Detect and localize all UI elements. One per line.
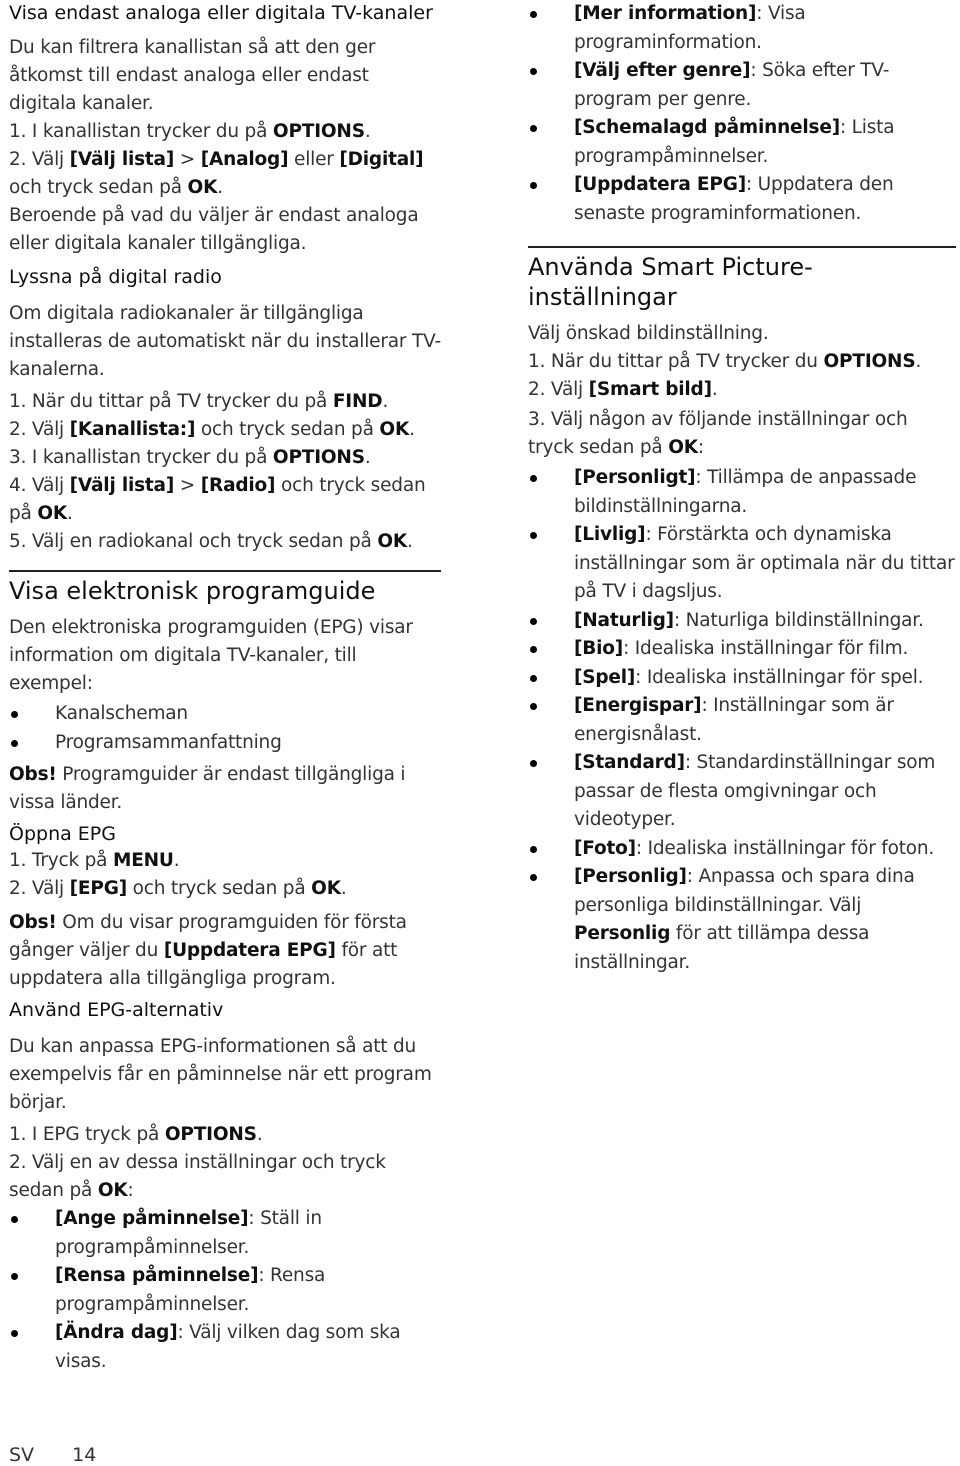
bullet-icon: [530, 618, 537, 625]
note-text: Obs! Om du visar programguiden för första gånger väljer du [Uppdatera EPG] för att uppdatera alla tillgängliga program.: [9, 912, 407, 989]
intro-text: Välj önskad bildinställning.: [528, 323, 769, 344]
note-text: Obs! Programguider är endast tillgängliga i vissa länder.: [9, 764, 406, 813]
intro-text: Du kan anpassa EPG-informationen så att du exempelvis får en påminnelse när ett program börjar.: [9, 1036, 432, 1113]
bullet-icon: [530, 125, 537, 132]
step: 2. Välj [EPG] och tryck sedan på OK.: [9, 878, 347, 899]
bullet-list: [9, 1205, 441, 1376]
step: 2. Välj [Kanallista:] och tryck sedan på OK.: [9, 419, 415, 440]
bullet-list: [528, 464, 956, 977]
step: 5. Välj en radiokanal och tryck sedan på OK.: [9, 531, 413, 552]
list-item: [Välj efter genre]: Söka efter TV-program per genre.: [528, 57, 956, 114]
bullet-icon: [530, 703, 537, 710]
list-item: [Bio]: Idealiska inställningar för film.: [528, 635, 956, 664]
intro-text: Du kan filtrera kanallistan så att den ger åtkomst till endast analoga eller endast digitala kanaler.: [9, 37, 376, 114]
bullet-icon: [11, 740, 18, 747]
section-title: Använda Smart Picture-inställningar: [528, 253, 813, 311]
list-item: [Ange påminnelse]: Ställ in programpåminnelser.: [9, 1205, 441, 1262]
list-item: [Personlig]: Anpassa och spara dina personliga bildinställningar. Välj Personlig för att tillämpa dessa inställningar.: [528, 863, 956, 977]
step: 2. Välj [Välj lista] > [Analog] eller [Digital] och tryck sedan på OK.: [9, 149, 424, 198]
bullet-icon: [530, 646, 537, 653]
list-item: [Mer information]: Visa programinformation.: [528, 0, 956, 57]
bullet-icon: [530, 760, 537, 767]
bullet-icon: [530, 68, 537, 75]
left-column: [9, 0, 441, 1376]
bullet-icon: [530, 11, 537, 18]
list-item: [Rensa påminnelse]: Rensa programpåminnelser.: [9, 1262, 441, 1319]
language-code: SV: [9, 1444, 35, 1466]
bullet-icon: [530, 874, 537, 881]
list-item: [Foto]: Idealiska inställningar för foton.: [528, 835, 956, 864]
step: 1. När du tittar på TV trycker du på FIND.: [9, 391, 389, 412]
list-item: Programsammanfattning: [9, 729, 441, 758]
bullet-icon: [530, 475, 537, 482]
page-number: 14: [72, 1444, 97, 1466]
bullet-icon: [11, 1273, 18, 1280]
section-title: Visa elektronisk programguide: [9, 577, 376, 605]
intro-text: Om digitala radiokanaler är tillgängliga installeras de automatiskt när du installerar TV-kanalerna.: [9, 303, 441, 380]
intro-text: Den elektroniska programguiden (EPG) visar information om digitala TV-kanaler, till exempel:: [9, 617, 413, 694]
list-item: [Energispar]: Inställningar som är energisnålast.: [528, 692, 956, 749]
step: 4. Välj [Välj lista] > [Radio] och tryck sedan på OK.: [9, 475, 426, 524]
step: 3. Välj någon av följande inställningar och tryck sedan på OK:: [528, 409, 908, 458]
page-footer: [9, 1444, 96, 1466]
list-item: [Livlig]: Förstärkta och dynamiska inställningar som är optimala när du tittar på TV i dagsljus.: [528, 521, 956, 607]
step: 1. I kanallistan trycker du på OPTIONS.: [9, 121, 371, 142]
list-item: [Ändra dag]: Välj vilken dag som ska visas.: [9, 1319, 441, 1376]
step: 1. Tryck på MENU.: [9, 850, 180, 871]
section-title: Visa endast analoga eller digitala TV-kanaler: [9, 2, 433, 24]
bullet-icon: [11, 1330, 18, 1337]
step: 1. När du tittar på TV trycker du OPTIONS.: [528, 351, 922, 372]
note-text: Beroende på vad du väljer är endast analoga eller digitala kanaler tillgängliga.: [9, 205, 419, 254]
section-title: Lyssna på digital radio: [9, 266, 222, 288]
bullet-icon: [11, 711, 18, 718]
bullet-icon: [11, 1216, 18, 1223]
section-title: Använd EPG-alternativ: [9, 999, 224, 1021]
list-item: [Spel]: Idealiska inställningar för spel.: [528, 664, 956, 693]
bullet-icon: [530, 532, 537, 539]
list-item: [Personligt]: Tillämpa de anpassade bildinställningarna.: [528, 464, 956, 521]
bullet-icon: [530, 846, 537, 853]
bullet-list: [9, 700, 441, 757]
bullet-list: [528, 0, 956, 228]
section-title: Öppna EPG: [9, 823, 116, 845]
bullet-icon: [530, 675, 537, 682]
list-item: [Standard]: Standardinställningar som passar de flesta omgivningar och videotyper.: [528, 749, 956, 835]
step: 2. Välj [Smart bild].: [528, 379, 718, 400]
section-divider: [9, 570, 441, 572]
list-item: [Schemalagd påminnelse]: Lista programpåminnelser.: [528, 114, 956, 171]
step: 3. I kanallistan trycker du på OPTIONS.: [9, 447, 371, 468]
list-item: [Naturlig]: Naturliga bildinställningar.: [528, 607, 956, 636]
right-column: [528, 0, 956, 977]
step: 2. Välj en av dessa inställningar och tryck sedan på OK:: [9, 1152, 386, 1201]
list-item: [Uppdatera EPG]: Uppdatera den senaste programinformationen.: [528, 171, 956, 228]
section-divider: [528, 246, 956, 248]
bullet-icon: [530, 182, 537, 189]
step: 1. I EPG tryck på OPTIONS.: [9, 1124, 263, 1145]
list-item: Kanalscheman: [9, 700, 441, 729]
